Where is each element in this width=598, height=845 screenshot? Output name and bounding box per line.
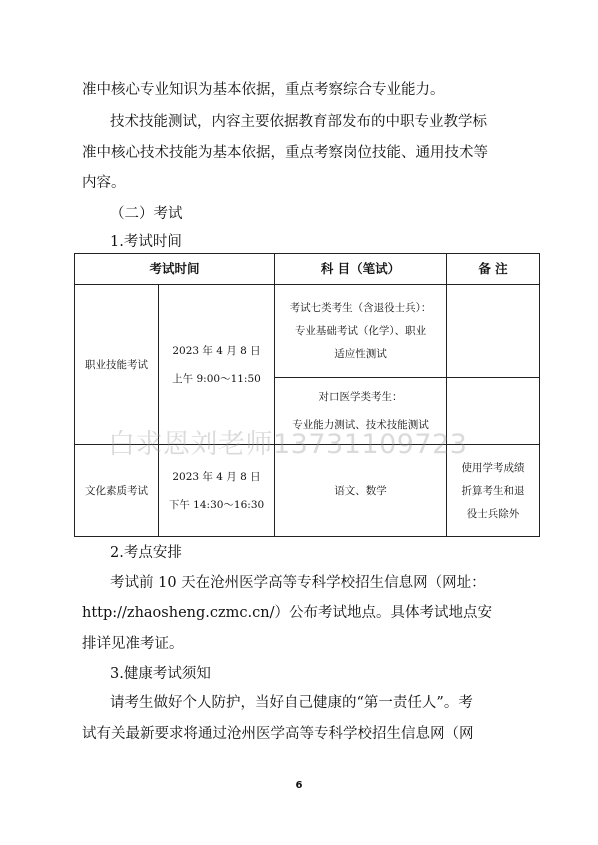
paragraph-line: http://zhaosheng.czmc.cn/）公布考试地点。具体考试地点安 <box>82 605 492 621</box>
note-line: 折算考生和退 <box>461 484 525 497</box>
paragraph-line: 考试前 10 天在沧州医学高等专科学校招生信息网（网址： <box>110 575 486 591</box>
note-cell <box>447 378 540 445</box>
subsection-heading: 1.考试时间 <box>110 234 182 250</box>
subject-cell <box>275 285 447 378</box>
exam-date: 2023 年 4 月 8 日 <box>172 470 261 483</box>
exam-datetime-cell <box>159 285 275 445</box>
header-subject: 科 目（笔试） <box>275 254 447 285</box>
subject-line: 适应性测试 <box>334 348 387 360</box>
exam-schedule-table <box>74 253 540 537</box>
note-cell <box>447 285 540 378</box>
header-exam-time: 考试时间 <box>75 254 275 285</box>
table-row <box>75 445 540 537</box>
exam-type-cell: 职业技能考试 <box>75 285 159 445</box>
paragraph-line: 技术技能测试，内容主要依据教育部发布的中职专业教学标 <box>110 114 487 130</box>
subject-cell <box>275 378 447 445</box>
subject-cell: 语文、数学 <box>275 445 447 537</box>
exam-date: 2023 年 4 月 8 日 <box>172 344 261 357</box>
paragraph-line: 排详见准考证。 <box>82 636 184 652</box>
subject-line: 专业基础考试（化学）、职业 <box>294 325 427 337</box>
subsection-heading: 3.健康考试须知 <box>110 666 211 682</box>
exam-time: 上午 9:00～11:50 <box>172 372 261 385</box>
exam-type-cell: 文化素质考试 <box>75 445 159 537</box>
subject-line: 专业能力测试、技术技能测试 <box>292 419 429 431</box>
table-row <box>75 285 540 378</box>
exam-time: 下午 14:30～16:30 <box>168 498 265 511</box>
exam-datetime-cell <box>159 445 275 537</box>
note-line: 使用学考成绩 <box>461 461 525 474</box>
paragraph-line: 准中核心技术技能为基本依据，重点考察岗位技能、通用技术等 <box>82 145 488 161</box>
header-note: 备 注 <box>447 254 540 285</box>
section-heading: （二）考试 <box>110 206 183 222</box>
subsection-heading: 2.考点安排 <box>110 545 182 561</box>
subject-line: 考试七类考生（含退役士兵）： <box>289 302 432 314</box>
page-number: 6 <box>295 780 303 791</box>
paragraph-line: 准中核心专业知识为基本依据，重点考察综合专业能力。 <box>82 82 445 98</box>
note-cell <box>447 445 540 537</box>
paragraph-line: 请考生做好个人防护，当好自己健康的“第一责任人”。考 <box>110 695 473 711</box>
paragraph-line: 内容。 <box>82 175 126 191</box>
watermark: 白求恩刘老师13731109723 <box>108 429 468 460</box>
subject-line: 对口医学类考生： <box>318 391 403 403</box>
paragraph-line: 试有关最新要求将通过沧州医学高等专科学校招生信息网（网 <box>82 726 474 742</box>
note-line: 役士兵除外 <box>466 507 520 520</box>
table-header-row <box>75 254 540 285</box>
